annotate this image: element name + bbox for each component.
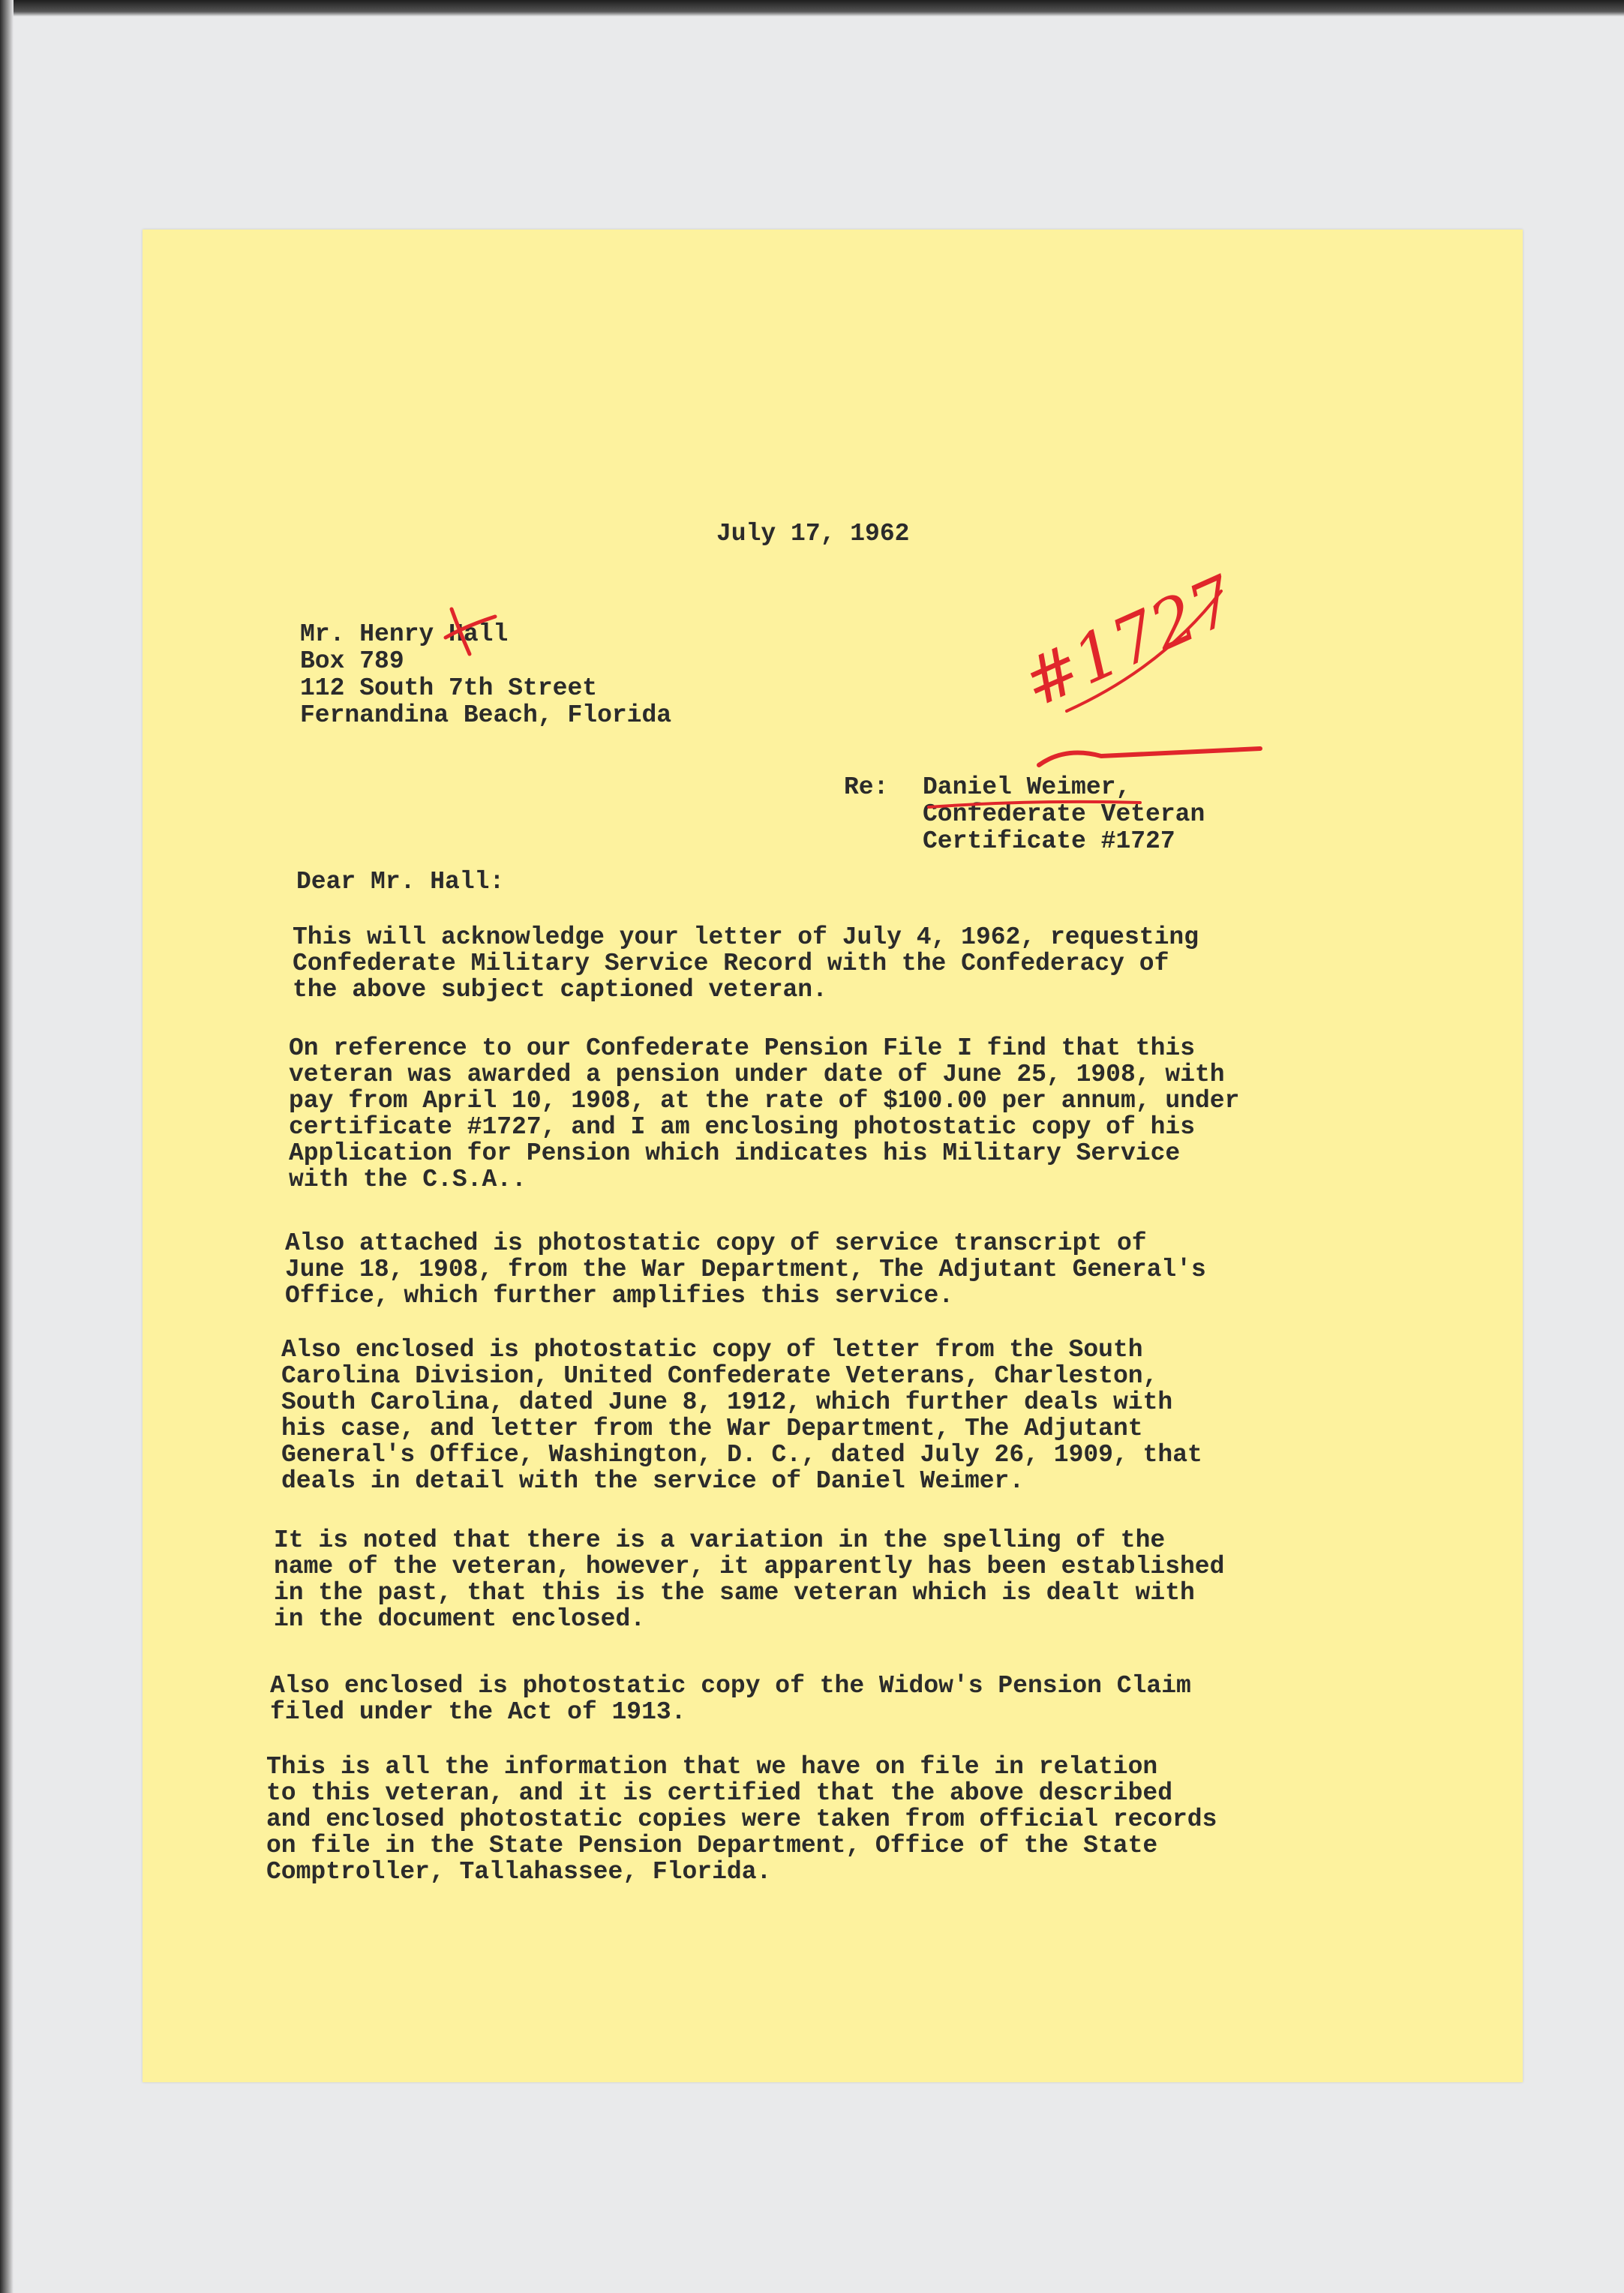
recipient-city: Fernandina Beach, Florida xyxy=(300,701,672,729)
paragraph-3 xyxy=(285,1230,1206,1309)
paragraph-6 xyxy=(270,1673,1191,1725)
scanner-top-edge xyxy=(0,0,1624,17)
paragraph-line: Also attached is photostatic copy of service transcript of xyxy=(285,1229,1147,1257)
subject-certificate: Certificate #1727 xyxy=(923,827,1175,855)
paragraph-line: to this veteran, and it is certified that the above described xyxy=(266,1779,1172,1807)
paragraph-line: It is noted that there is a variation in the spelling of the xyxy=(274,1526,1166,1554)
paragraph-line: in the document enclosed. xyxy=(274,1605,646,1633)
subject-label: Re: xyxy=(844,773,889,801)
paragraph-line: pay from April 10, 1908, at the rate of $100.00 per annum, under xyxy=(289,1087,1240,1115)
paragraph-line: the above subject captioned veteran. xyxy=(293,976,827,1004)
paragraph-line: and enclosed photostatic copies were taken from official records xyxy=(266,1805,1217,1833)
paragraph-line: Also enclosed is photostatic copy of the Widow's Pension Claim xyxy=(270,1672,1191,1700)
paragraph-7 xyxy=(266,1754,1217,1885)
paragraph-line: filed under the Act of 1913. xyxy=(270,1698,686,1726)
paragraph-line: certificate #1727, and I am enclosing photostatic copy of his xyxy=(289,1113,1195,1141)
recipient-street: 112 South 7th Street xyxy=(300,674,598,702)
paragraph-line: General's Office, Washington, D. C., dated July 26, 1909, that xyxy=(281,1441,1202,1469)
paragraph-line: on file in the State Pension Department, Office of the State xyxy=(266,1832,1158,1859)
recipient-name: Mr. Henry Hall xyxy=(300,620,509,648)
paragraph-line: June 18, 1908, from the War Department, The Adjutant General's xyxy=(285,1256,1206,1283)
paragraph-line: Also enclosed is photostatic copy of letter from the South xyxy=(281,1336,1143,1364)
paragraph-line: with the C.S.A.. xyxy=(289,1166,527,1193)
paragraph-line: On reference to our Confederate Pension File I find that this xyxy=(289,1034,1195,1062)
paragraph-line: This will acknowledge your letter of July 4, 1962, requesting xyxy=(293,923,1199,951)
salutation: Dear Mr. Hall: xyxy=(296,868,505,896)
recipient-box: Box 789 xyxy=(300,647,404,675)
paragraph-line: This is all the information that we have on file in relation xyxy=(266,1753,1158,1781)
paragraph-line: Comptroller, Tallahassee, Florida. xyxy=(266,1858,772,1886)
paragraph-line: South Carolina, dated June 8, 1912, which further deals with xyxy=(281,1388,1173,1416)
paragraph-line: in the past, that this is the same veteran which is dealt with xyxy=(274,1579,1195,1607)
paragraph-line: his case, and letter from the War Department, The Adjutant xyxy=(281,1415,1143,1442)
paragraph-line: Application for Pension which indicates his Military Service xyxy=(289,1139,1181,1167)
paragraph-line: veteran was awarded a pension under date of June 25, 1908, with xyxy=(289,1061,1225,1088)
paragraph-line: Carolina Division, United Confederate Veterans, Charleston, xyxy=(281,1362,1158,1390)
paragraph-line: name of the veteran, however, it apparently has been established xyxy=(274,1553,1225,1580)
paragraph-line: Office, which further amplifies this service. xyxy=(285,1282,954,1310)
subject-veteran-type: Confederate Veteran xyxy=(923,800,1205,828)
paragraph-line: deals in detail with the service of Daniel Weimer. xyxy=(281,1467,1025,1495)
handwritten-certificate-number: #1727 xyxy=(1011,560,1247,722)
paragraph-1 xyxy=(293,924,1199,1003)
scanner-left-edge xyxy=(0,0,14,2293)
paragraph-4 xyxy=(281,1337,1202,1494)
paragraph-line: Confederate Military Service Record with the Confederacy of xyxy=(293,950,1169,977)
paragraph-5 xyxy=(274,1527,1224,1632)
letter-date: July 17, 1962 xyxy=(716,520,910,548)
subject-veteran-name: Daniel Weimer, xyxy=(923,773,1131,801)
paragraph-2 xyxy=(289,1035,1239,1193)
